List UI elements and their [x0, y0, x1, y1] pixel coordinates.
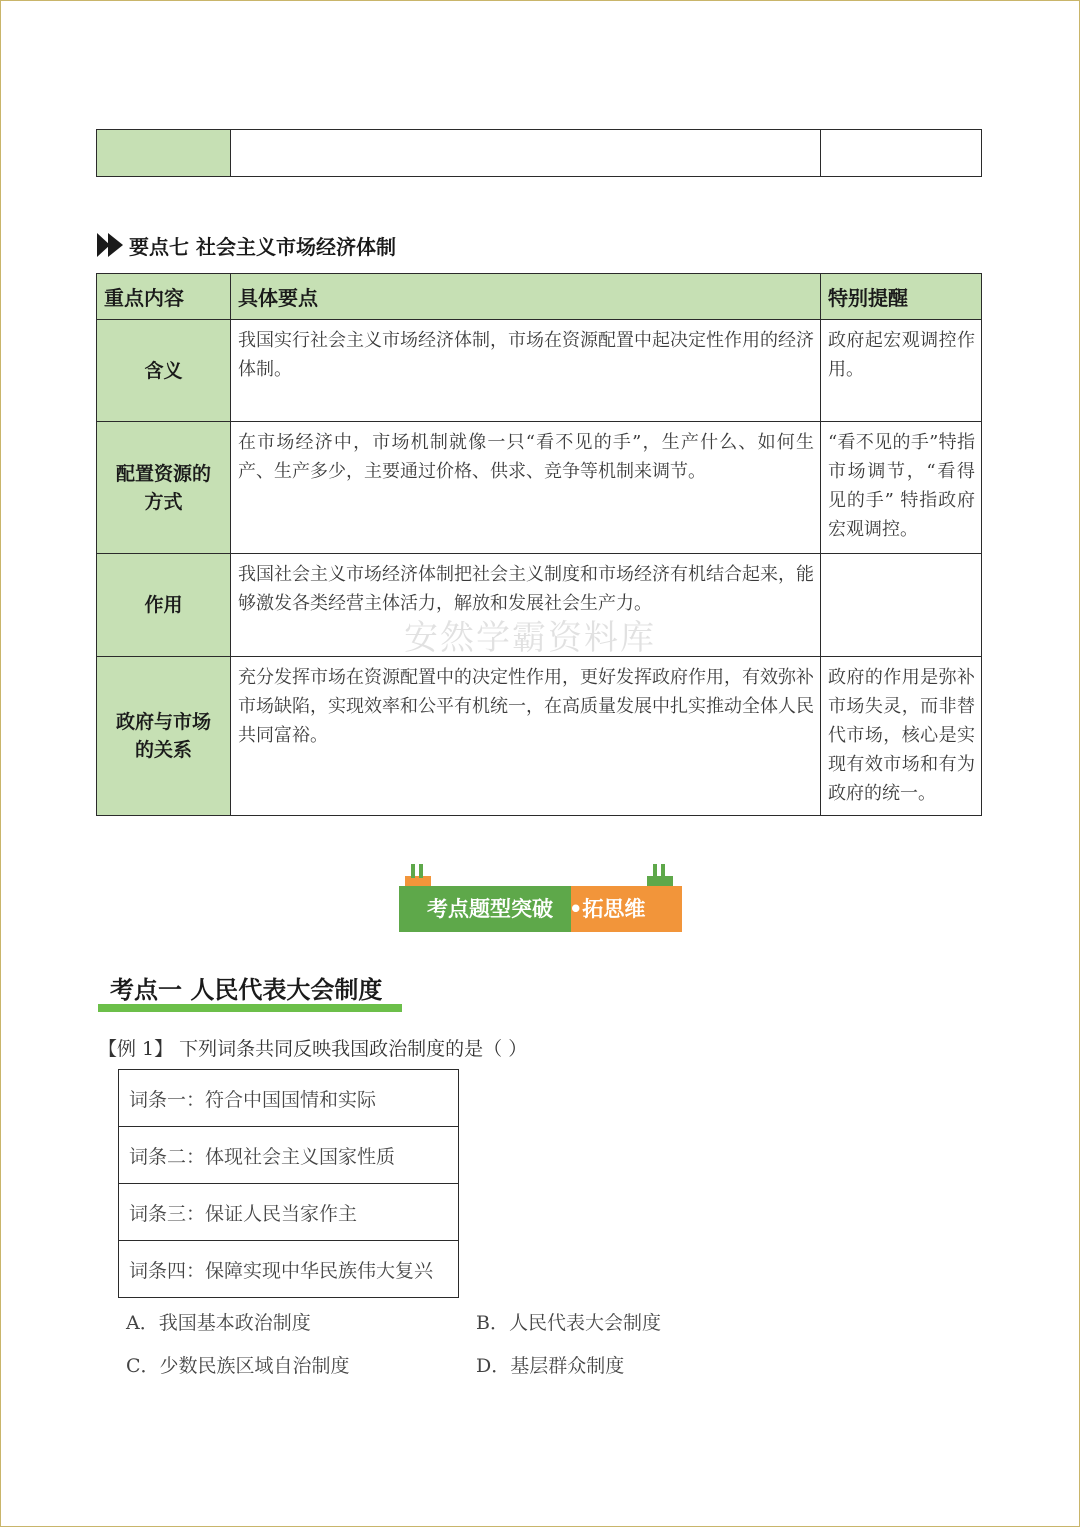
watermark: 安然学霸资料库: [404, 618, 656, 658]
section-banner: [399, 862, 682, 934]
row-note: [821, 554, 982, 657]
empty-cell: [821, 130, 982, 177]
table-row: [97, 320, 982, 422]
previous-table-tail: [96, 129, 982, 177]
banner-right-text: •拓思维: [569, 897, 646, 921]
header-key-content: 重点内容: [97, 274, 231, 320]
double-arrow-icon: [97, 231, 127, 259]
section-title-text: 要点七 社会主义市场经济体制: [129, 234, 396, 259]
row-head: 配置资源的方式: [97, 422, 231, 554]
option-c: C．少数民族区域自治制度: [126, 1355, 350, 1377]
row-note: “看不见的手”特指市场调节，“看得见的手” 特指政府宏观调控。: [821, 422, 982, 554]
topic-underline: [98, 1004, 402, 1012]
entries-table: [118, 1069, 459, 1298]
entry-cell: 词条四：保障实现中华民族伟大复兴: [119, 1241, 459, 1298]
table-row: [97, 422, 982, 554]
example-question: 【例 1】 下列词条共同反映我国政治制度的是（ ）: [98, 1038, 528, 1060]
knowledge-table: [96, 273, 982, 816]
option-a: A．我国基本政治制度: [126, 1312, 311, 1334]
row-detail: 充分发挥市场在资源配置中的决定性作用，更好发挥政府作用，有效弥补市场缺陷，实现效率和公平有机统一，在高质量发展中扎实推动全体人民共同富裕。: [231, 657, 821, 816]
empty-cell: [231, 130, 821, 177]
row-detail: 我国社会主义市场经济体制把社会主义制度和市场经济有机结合起来，能够激发各类经营主体活力，解放和发展社会生产力。: [231, 554, 821, 657]
header-details: 具体要点: [231, 274, 821, 320]
section-title: [97, 230, 396, 260]
header-reminder: 特别提醒: [821, 274, 982, 320]
table-header-row: [97, 274, 982, 320]
topic-heading: 考点一 人民代表大会制度: [110, 976, 383, 1004]
row-head: 作用: [97, 554, 231, 657]
empty-green-cell: [97, 130, 231, 177]
entry-cell: 词条一：符合中国国情和实际: [119, 1070, 459, 1127]
entry-cell: 词条三：保证人民当家作主: [119, 1184, 459, 1241]
option-d: D．基层群众制度: [476, 1355, 625, 1377]
banner-left-text: 考点题型突破: [427, 897, 553, 921]
table-row: [97, 657, 982, 816]
row-note: 政府的作用是弥补市场失灵，而非替代市场，核心是实现有效市场和有为政府的统一。: [821, 657, 982, 816]
row-detail: 我国实行社会主义市场经济体制，市场在资源配置中起决定性作用的经济体制。: [231, 320, 821, 422]
row-detail: 在市场经济中，市场机制就像一只“看不见的手”，生产什么、如何生产、生产多少，主要通过价格、供求、竞争等机制来调节。: [231, 422, 821, 554]
row-head: 含义: [97, 320, 231, 422]
option-b: B．人民代表大会制度: [476, 1312, 661, 1334]
entry-cell: 词条二：体现社会主义国家性质: [119, 1127, 459, 1184]
row-head: 政府与市场的关系: [97, 657, 231, 816]
row-note: 政府起宏观调控作用。: [821, 320, 982, 422]
